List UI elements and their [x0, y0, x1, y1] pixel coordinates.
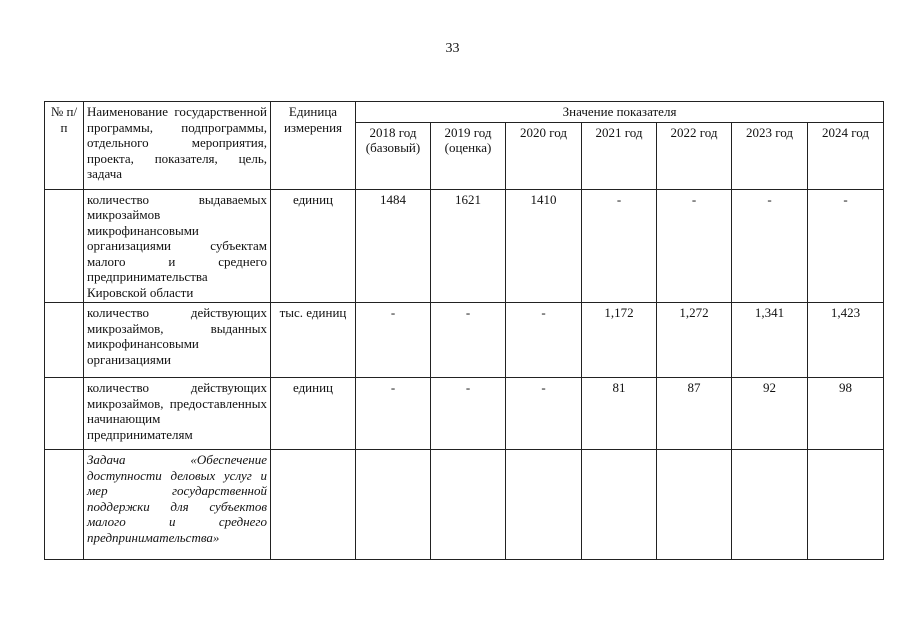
value-cell: 98 [808, 378, 884, 450]
value-cell [431, 450, 506, 560]
table-row [45, 450, 884, 560]
year-header: 2019 год (оценка) [431, 122, 506, 189]
value-cell: - [657, 189, 732, 303]
year-header: 2020 год [506, 122, 582, 189]
indicator-table [44, 101, 884, 560]
value-cell: - [356, 303, 431, 378]
table-row [45, 189, 884, 303]
row-number [45, 378, 84, 450]
value-cell: - [808, 189, 884, 303]
row-number [45, 303, 84, 378]
value-cell [657, 450, 732, 560]
year-header: 2021 год [582, 122, 657, 189]
value-cell: 92 [732, 378, 808, 450]
year-header: 2018 год (базовый) [356, 122, 431, 189]
value-cell: 1484 [356, 189, 431, 303]
value-cell: 1,172 [582, 303, 657, 378]
table-row [45, 378, 884, 450]
value-cell: 1,341 [732, 303, 808, 378]
row-number [45, 189, 84, 303]
value-cell: - [431, 378, 506, 450]
value-cell [356, 450, 431, 560]
value-cell: - [506, 303, 582, 378]
value-cell: - [356, 378, 431, 450]
value-cell [582, 450, 657, 560]
unit-cell: единиц [271, 189, 356, 303]
table-row [45, 303, 884, 378]
header-unit: Единица измерения [271, 102, 356, 190]
row-number [45, 450, 84, 560]
table-header-row [45, 102, 884, 123]
value-cell: 87 [657, 378, 732, 450]
indicator-name: количество выдаваемых микрозаймов микрофинансовыми организациями субъектам малого и среднего предпринимательства Кировской области [84, 189, 271, 303]
value-cell: 1410 [506, 189, 582, 303]
year-header: 2023 год [732, 122, 808, 189]
header-value-group: Значение показателя [356, 102, 884, 123]
value-cell: 1,423 [808, 303, 884, 378]
value-cell: - [582, 189, 657, 303]
year-header: 2024 год [808, 122, 884, 189]
page-number: 33 [445, 41, 460, 56]
value-cell: 81 [582, 378, 657, 450]
value-cell: - [431, 303, 506, 378]
indicator-name: количество действующих микрозаймов, предоставленных начинающим предпринимателям [84, 378, 271, 450]
task-name: Задача «Обеспечение доступности деловых услуг и мер государственной поддержки для субъектов малого и среднего предпринимательства» [84, 450, 271, 560]
unit-cell: тыс. единиц [271, 303, 356, 378]
year-header: 2022 год [657, 122, 732, 189]
header-name: Наименование государственной программы, подпрограммы, отдельного мероприятия, проекта, показателя, цель, задача [84, 102, 271, 190]
unit-cell [271, 450, 356, 560]
value-cell: - [506, 378, 582, 450]
value-cell: 1621 [431, 189, 506, 303]
unit-cell: единиц [271, 378, 356, 450]
value-cell [808, 450, 884, 560]
value-cell: - [732, 189, 808, 303]
value-cell [732, 450, 808, 560]
indicator-name: количество действующих микрозаймов, выданных микрофинансовыми организациями [84, 303, 271, 378]
header-number: № п/п [45, 102, 84, 190]
value-cell [506, 450, 582, 560]
value-cell: 1,272 [657, 303, 732, 378]
